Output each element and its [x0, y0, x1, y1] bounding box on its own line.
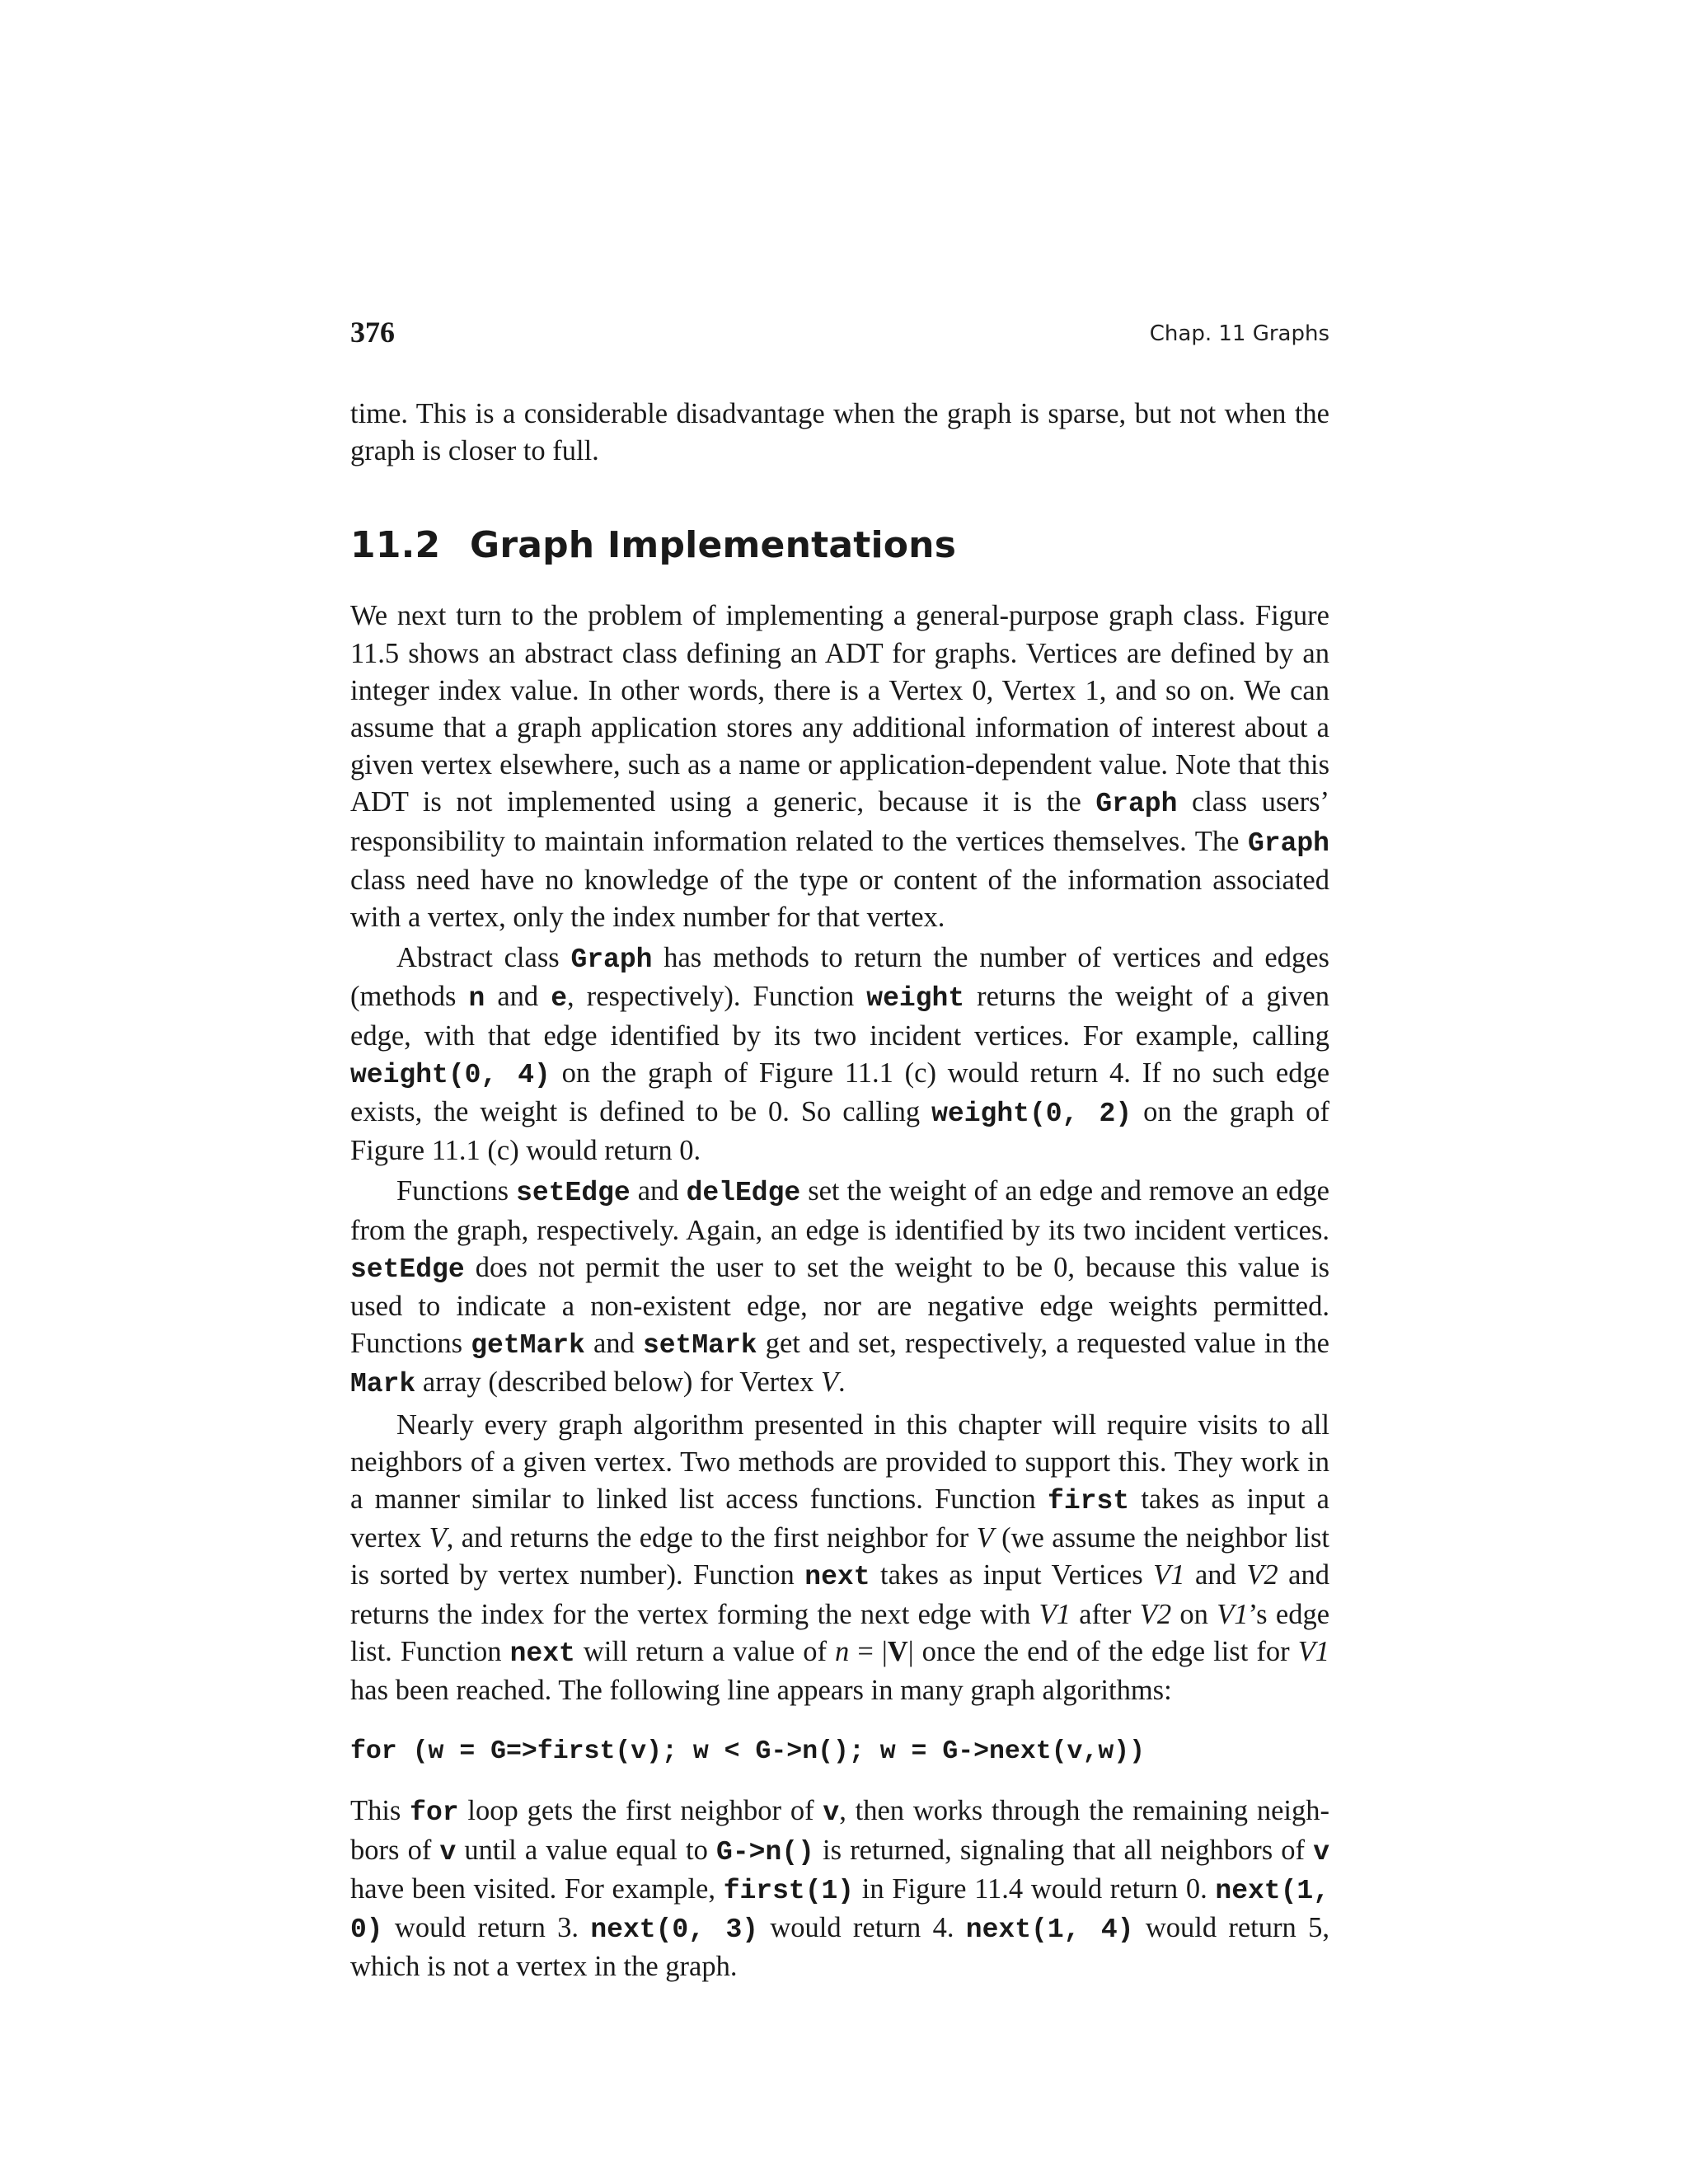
section-title: Graph Implementations	[470, 524, 957, 567]
section-number: 11.2	[350, 524, 441, 567]
code-term: v	[439, 1836, 457, 1868]
code-term: next(1, 4)	[965, 1914, 1134, 1945]
code-term: first	[1048, 1486, 1130, 1517]
paragraph-methods: Abstract class Graph has methods to return the number of vertices and edges (methods n and e, respectively). Function weight returns the weight of a given edge, with that edge identified by its two incident vertices. For example, calling weight(0, 4) on the graph of Figure 11.1 (c) would return 4. If no such edge exists, the weight is defined to be 0. So calling weight(0, 2) on the graph of Figure 11.1 (c) would return 0.	[350, 942, 1330, 1167]
code-term: weight	[866, 983, 965, 1015]
section-heading	[350, 524, 1329, 566]
code-term: Mark	[350, 1369, 416, 1400]
running-header	[350, 307, 1329, 356]
code-term: G->n()	[716, 1836, 814, 1868]
code-term: next	[804, 1562, 870, 1593]
variable: V1	[1297, 1635, 1330, 1667]
code-term: first(1)	[723, 1875, 855, 1906]
code-term: next	[509, 1638, 575, 1669]
code-term: for	[410, 1797, 459, 1829]
code-term: getMark	[471, 1330, 585, 1361]
code-term: next(1, 0)	[350, 1875, 1330, 1945]
code-term: v	[1313, 1836, 1330, 1868]
code-term: setMark	[642, 1330, 757, 1361]
code-term: Graph	[570, 944, 653, 976]
variable: V	[820, 1366, 839, 1399]
code-term: v	[823, 1797, 840, 1829]
paragraph-intro: We next turn to the problem of implementing a general-purpose graph class. Figure 11.5 shows an abstract class defining an ADT for graphs. Vertices are defined by an integer index value. In other words, there is a Vertex 0, Vertex 1, and so on. We can assume that a graph application stores any additional information of interest about a given vertex elsewhere, such as a name or application-dependent value. Note that this ADT is not implemented using a generic, because it is the Graph class users’ responsibility to maintain information related to the vertices themselves. The Graph class need have no knowledge of the type or content of the information associated with a vertex, only the index number for that vertex.	[350, 600, 1329, 934]
variable: V1	[1039, 1598, 1071, 1630]
code-listing: for (w = G=>first(v); w < G->n(); w = G->next(v,w))	[350, 1737, 1146, 1767]
code-term: weight(0, 2)	[931, 1099, 1132, 1130]
variable: V1	[1217, 1598, 1249, 1630]
code-term: next(0, 3)	[590, 1914, 759, 1945]
paragraph-for-loop: This for loop gets the first neighbor of v, then works through the remaining neighbors of v until a value equal to G->n() is returned, signaling that all neighbors of v have been visited. For example, first(1) in Figure 11.4 would return 0. next(1, 0) would return 3. next(0, 3) would return 4. next(1, 4) would return 5, which is not a vertex in the graph.	[350, 1795, 1330, 1983]
paragraph-continuation: time. This is a considerable disadvantage when the graph is sparse, but not when the graph is closer to full.	[350, 398, 1329, 467]
variable: V1	[1153, 1559, 1185, 1591]
code-term: weight(0, 4)	[350, 1059, 551, 1090]
code-term: setEdge	[516, 1178, 631, 1209]
page-number: 376	[350, 316, 395, 349]
variable: V	[429, 1522, 447, 1554]
code-term: Graph	[1095, 789, 1178, 820]
code-term: n	[468, 983, 485, 1015]
paragraph-edge-functions: Functions setEdge and delEdge set the weight of an edge and remove an edge from the graph, respectively. Again, an edge is identified by its two incident vertices. setEdge does not permit the user to set the weight to be 0, because this value is used to indicate a non-existent edge, nor are negative edge weights permitted. Functions getMark and setMark get and set, respectively, a requested value in the Mark array (described below) for Vertex V.	[350, 1175, 1329, 1400]
code-term: Graph	[1247, 827, 1329, 859]
chapter-title: Chap. 11 Graphs	[1149, 321, 1329, 346]
code-term: e	[551, 983, 568, 1015]
variable: V	[976, 1522, 994, 1554]
code-term: delEdge	[686, 1178, 801, 1209]
page	[350, 307, 1329, 1985]
variable: V2	[1246, 1559, 1278, 1591]
paragraph-neighbors: Nearly every graph algorithm presented in this chapter will require visits to all neighbors of a given vertex. Two methods are provided to support this. They work in a manner similar to linked list access functions. Function first takes as input a vertex V, and returns the edge to the first neighbor for V (we assume the neighbor list is sorted by vertex number). Function next takes as input Vertices V1 and V2 and returns the index for the vertex forming the next edge with V1 after V2 on V1’s edge list. Function next will return a value of n = |V| once the end of the edge list for V1 has been reached. The following line appears in many graph algorithms:	[350, 1408, 1330, 1707]
code-term: setEdge	[350, 1254, 465, 1285]
math-expression: n = |V|	[835, 1635, 914, 1667]
variable: V2	[1139, 1598, 1172, 1630]
